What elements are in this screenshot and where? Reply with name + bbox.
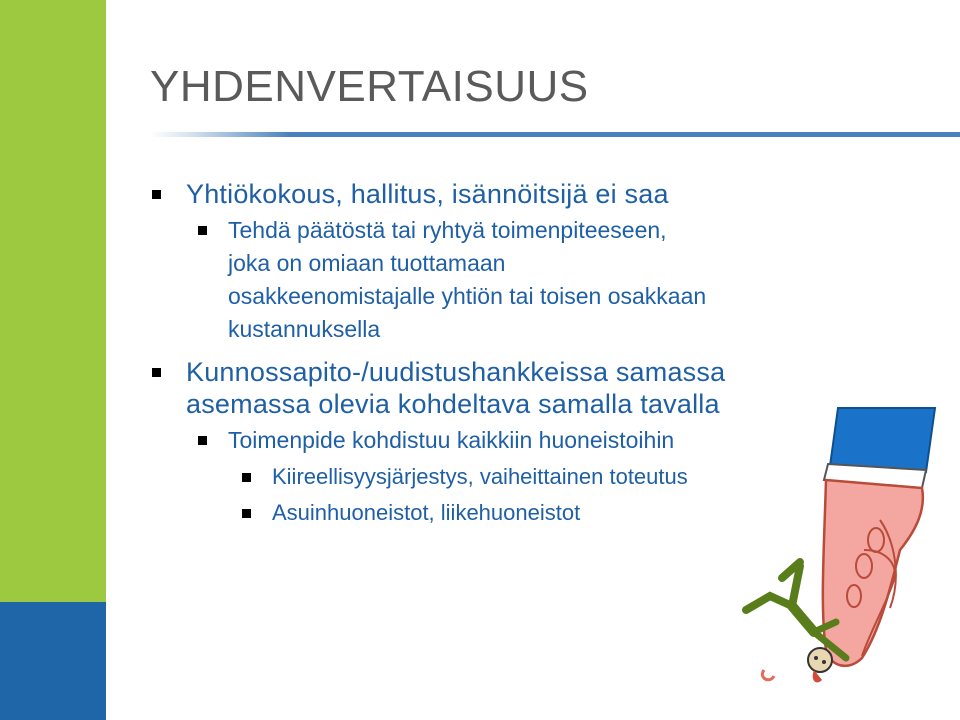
bullet-level-1 — [150, 178, 830, 210]
bullet-level-1 — [150, 356, 830, 420]
left-accent-bar-blue — [0, 602, 106, 720]
bullet-text-line: joka on omiaan tuottamaan — [228, 250, 506, 276]
bullet-level-2 — [194, 214, 830, 346]
bullet-text-line: osakkeenomistajalle yhtiön tai toisen osakkaan — [228, 283, 707, 309]
square-bullet-icon — [198, 436, 207, 445]
title-underline — [150, 132, 960, 137]
bullet-text: Kiireellisyysjärjestys, vaiheittainen toteutus — [272, 464, 688, 489]
square-bullet-icon — [152, 368, 161, 377]
left-accent-bar-green — [0, 0, 106, 602]
slide-title: YHDENVERTAISUUS — [150, 62, 589, 111]
slide-body — [150, 168, 830, 531]
bullet-text: Asuinhuoneistot, liikehuoneistot — [272, 500, 581, 525]
giant-hand-holding-person-icon — [730, 400, 960, 720]
bullet-text: Yhtiökokous, hallitus, isännöitsijä ei saa — [186, 179, 669, 209]
bullet-text-line: kustannuksella — [228, 316, 381, 342]
square-bullet-icon — [242, 509, 251, 518]
bullet-text-line: asemassa olevia kohdeltava samalla tavalla — [186, 389, 720, 419]
square-bullet-icon — [198, 226, 207, 235]
square-bullet-icon — [242, 473, 251, 482]
bullet-text-line: Tehdä päätöstä tai ryhtyä toimenpiteeseen, — [228, 217, 667, 243]
bullet-text: Toimenpide kohdistuu kaikkiin huoneistoihin — [228, 427, 675, 453]
bullet-text-line: Kunnossapito-/uudistushankkeissa samassa — [186, 357, 726, 387]
square-bullet-icon — [152, 190, 161, 199]
